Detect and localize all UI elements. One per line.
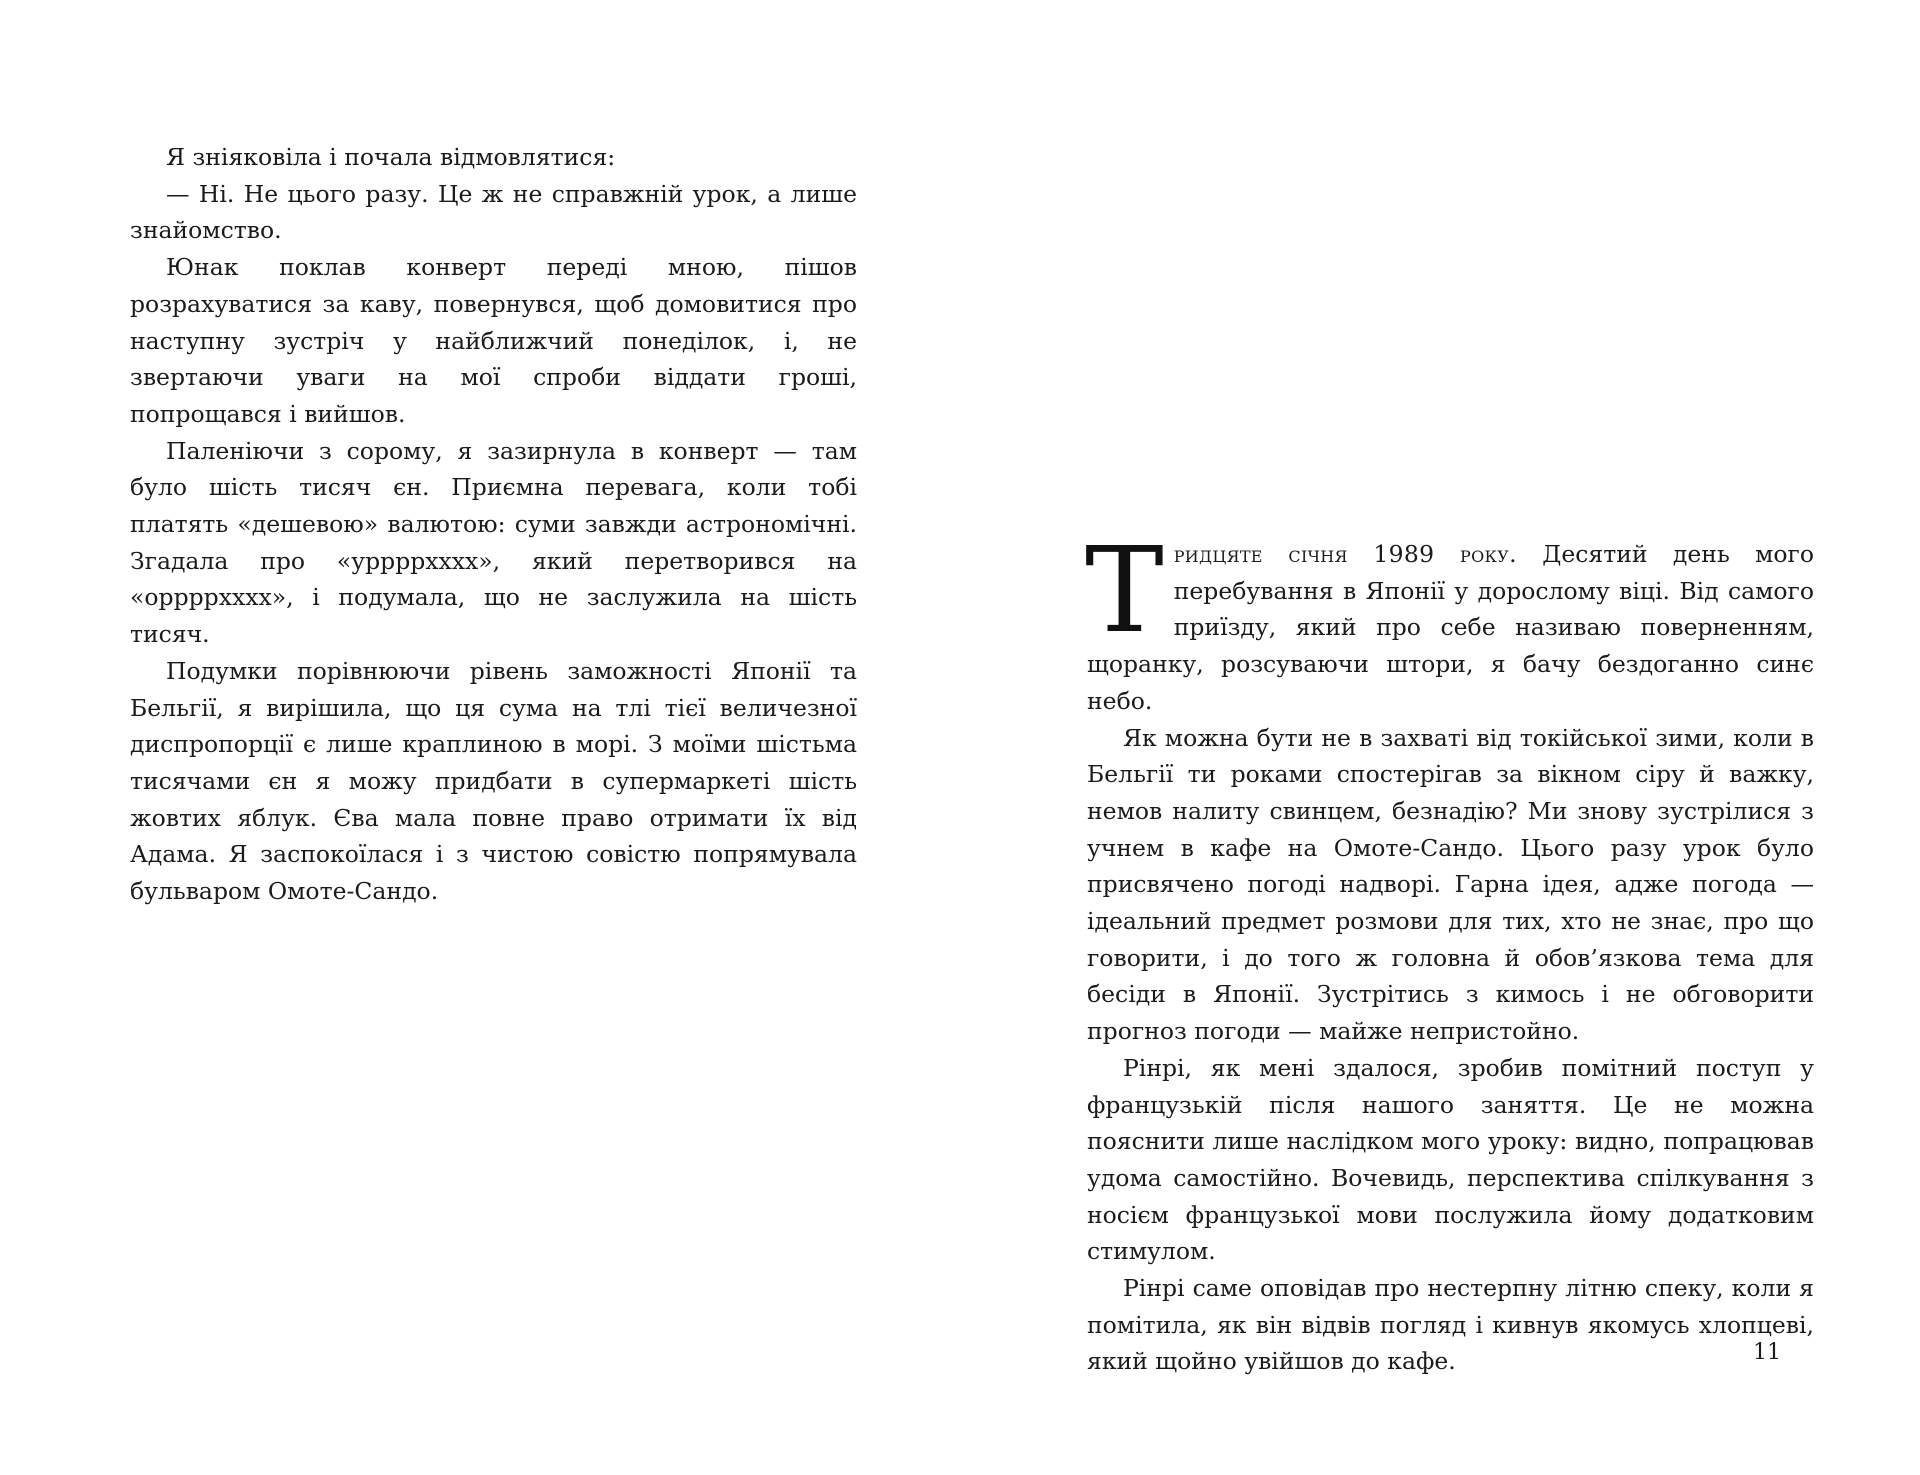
page-number: 11 — [1753, 1340, 1781, 1365]
paragraph: Як можна бути не в захваті від токійської зими, коли в Бельгії ти роками спостерігав за вікном сіру й важку, немов налиту свинцем, безнадію? Ми знову зустрілися з учнем в кафе на Омоте-Сандо. Цього разу урок було присвячено погоді надворі. Гарна ідея, адже погода — ідеальний предмет розмови для тих, хто не знає, про що говорити, і до того ж головна й обов’язкова тема для бесіди в Японії. Зустрітись з кимось і не обговорити прогноз погоди — майже непристойно. — [1087, 723, 1814, 1046]
paragraph: Паленіючи з сорому, я зазирнула в конверт — там було шість тисяч єн. Приємна перевага, коли тобі платять «дешевою» валютою: суми завжди астрономічні. Згадала про «урррpхххх», який перетворився на «орррpхххх», і подумала, що не заслужила на шість тисяч. — [130, 436, 857, 649]
left-page — [130, 139, 857, 910]
dialog-paragraph: — Ні. Не цього разу. Це ж не справжній урок, а лише знайомство. — [130, 179, 857, 245]
right-page — [1085, 521, 1814, 1380]
paragraph: Подумки порівнюючи рівень заможності Японії та Бельгії, я вирішила, що ця сума на тлі тієї величезної диспропорції є лише краплиною в морі. З моїми шістьма тисячами єн я можу придбати в супермаркеті шість жовтих яблук. Єва мала повне право отримати їх від Адама. Я заспокоїлася і з чистою совістю попрямувала бульваром Омоте-Сандо. — [130, 656, 857, 906]
left-page-text — [130, 139, 857, 910]
opening-paragraph — [1085, 521, 1814, 720]
paragraph: Юнак поклав конверт переді мною, пішов розрахуватися за каву, повернувся, щоб домовитися про наступну зустріч у найближчий понеділок, і, не звертаючи уваги на мої спроби віддати гроші, попрощався і вийшов. — [130, 253, 857, 428]
chapter-opening — [1085, 521, 1814, 720]
paragraph: Рінрі, як мені здалося, зробив помітний поступ у французькій після нашого заняття. Це не можна пояснити лише наслідком мого уроку: видно, попрацював удома самостійно. Вочевидь, перспектива спілкування з носієм французької мови послужила йому додатковим стимулом. — [1087, 1053, 1814, 1266]
paragraph: Я зніяковіла і почала відмовлятися: — [166, 143, 616, 171]
opening-smallcaps: ридцяте січня 1989 року. — [1173, 540, 1517, 568]
drop-cap: Т — [1085, 521, 1164, 659]
right-page-text — [1085, 521, 1814, 1380]
paragraph: Рінрі саме оповідав про нестерпну літню спеку, коли я помітила, як він відвів погляд і кивнув якомусь хлопцеві, який щойно увійшов до кафе. — [1087, 1274, 1814, 1376]
opening-rest: Десятий день мого перебування в Японії у дорослому віці. Від самого приїзду, який про себе називаю поверненням, щоранку, розсуваючи штори, я бачу бездоганно синє небо. — [1087, 540, 1814, 715]
